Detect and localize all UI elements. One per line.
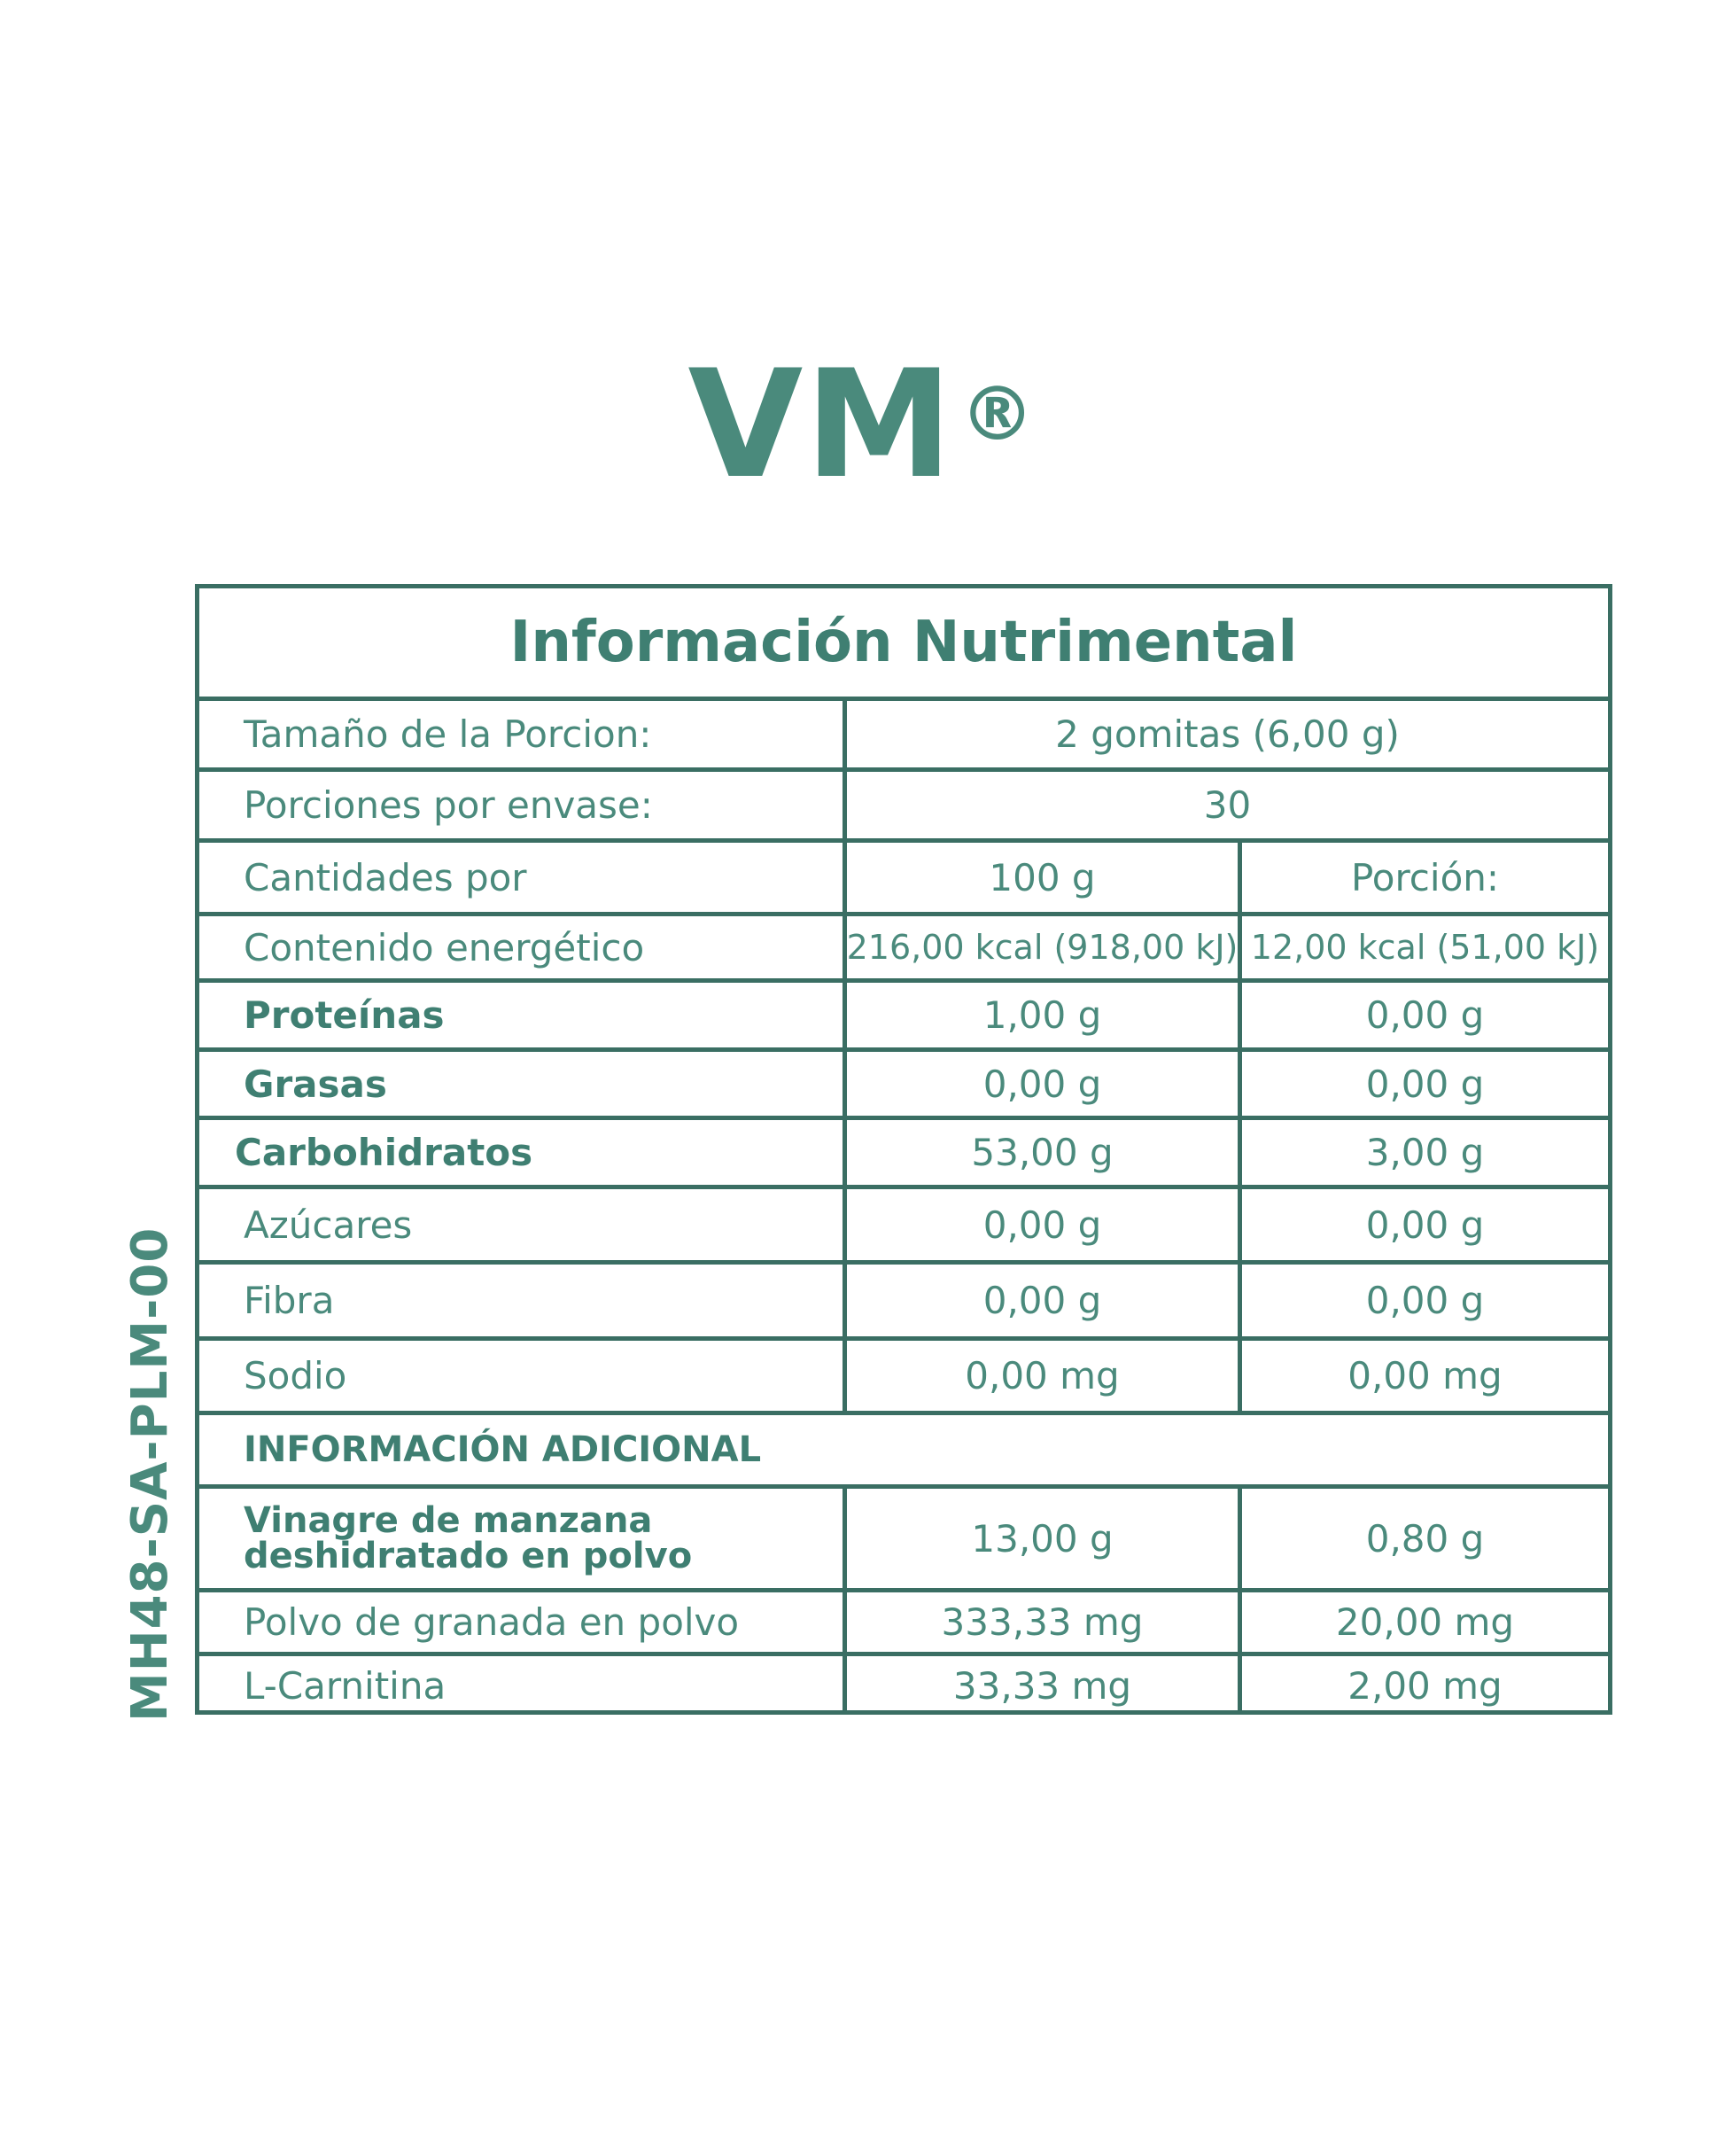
header-col-100g: 100 g [843, 843, 1238, 912]
quantities-header-row [199, 843, 1608, 916]
nutrient-label: Fibra [244, 1279, 335, 1322]
servings-row [199, 772, 1608, 843]
table-row [199, 1341, 1608, 1415]
additional-portion: 2,00 mg [1238, 1656, 1608, 1715]
servings-value: 30 [843, 772, 1608, 838]
nutrient-100g: 0,00 g [843, 1189, 1238, 1260]
nutrient-portion: 0,00 mg [1238, 1341, 1608, 1411]
additional-portion: 0,80 g [1238, 1489, 1608, 1588]
additional-title: INFORMACIÓN ADICIONAL [244, 1429, 762, 1470]
table-row [199, 1592, 1608, 1656]
additional-title-row [199, 1415, 1608, 1489]
servings-label: Porciones por envase: [244, 783, 653, 827]
header-col-portion: Porción: [1238, 843, 1608, 912]
quantities-label: Cantidades por [244, 855, 527, 899]
additional-label: Vinagre de manzana deshidratado en polvo [244, 1500, 693, 1576]
serving-size-row [199, 701, 1608, 772]
table-title: Información Nutrimental [509, 610, 1298, 675]
energy-row [199, 916, 1608, 983]
nutrient-100g: 53,00 g [843, 1120, 1238, 1185]
nutrient-portion: 0,00 g [1238, 983, 1608, 1047]
serving-size-value: 2 gomitas (6,00 g) [843, 701, 1608, 767]
nutrient-label: Azúcares [244, 1203, 413, 1247]
additional-label: L-Carnitina [244, 1663, 447, 1708]
energy-label: Contenido energético [244, 925, 645, 969]
nutrient-label: Grasas [244, 1062, 387, 1106]
brand-logo [0, 338, 1724, 511]
additional-100g: 33,33 mg [843, 1656, 1238, 1715]
nutrient-label: Sodio [244, 1354, 347, 1397]
nutrient-label: Proteínas [244, 993, 445, 1037]
table-row [199, 1120, 1608, 1189]
nutrient-portion: 0,00 g [1238, 1265, 1608, 1336]
nutrient-100g: 0,00 g [843, 1265, 1238, 1336]
additional-100g: 333,33 mg [843, 1592, 1238, 1652]
nutrient-portion: 0,00 g [1238, 1189, 1608, 1260]
nutrient-portion: 3,00 g [1238, 1120, 1608, 1185]
registered-mark: ® [959, 370, 1037, 457]
nutrient-100g: 1,00 g [843, 983, 1238, 1047]
nutrition-table [195, 584, 1612, 1715]
table-row [199, 1052, 1608, 1120]
product-code: MH48-SA-PLM-00 [121, 1226, 179, 1722]
additional-label: Polvo de granada en polvo [244, 1600, 740, 1644]
energy-100g: 216,00 kcal (918,00 kJ) [843, 916, 1238, 978]
brand-name: VM [687, 338, 955, 511]
nutrient-100g: 0,00 g [843, 1052, 1238, 1116]
table-row [199, 1189, 1608, 1265]
table-row [199, 1489, 1608, 1592]
table-row [199, 1656, 1608, 1715]
nutrient-100g: 0,00 mg [843, 1341, 1238, 1411]
table-title-row [199, 588, 1608, 701]
table-row [199, 1265, 1608, 1341]
nutrient-label: Carbohidratos [235, 1131, 533, 1174]
additional-portion: 20,00 mg [1238, 1592, 1608, 1652]
nutrient-portion: 0,00 g [1238, 1052, 1608, 1116]
serving-size-label: Tamaño de la Porcion: [244, 712, 652, 756]
energy-portion: 12,00 kcal (51,00 kJ) [1238, 916, 1608, 978]
additional-100g: 13,00 g [843, 1489, 1238, 1588]
table-row [199, 983, 1608, 1052]
